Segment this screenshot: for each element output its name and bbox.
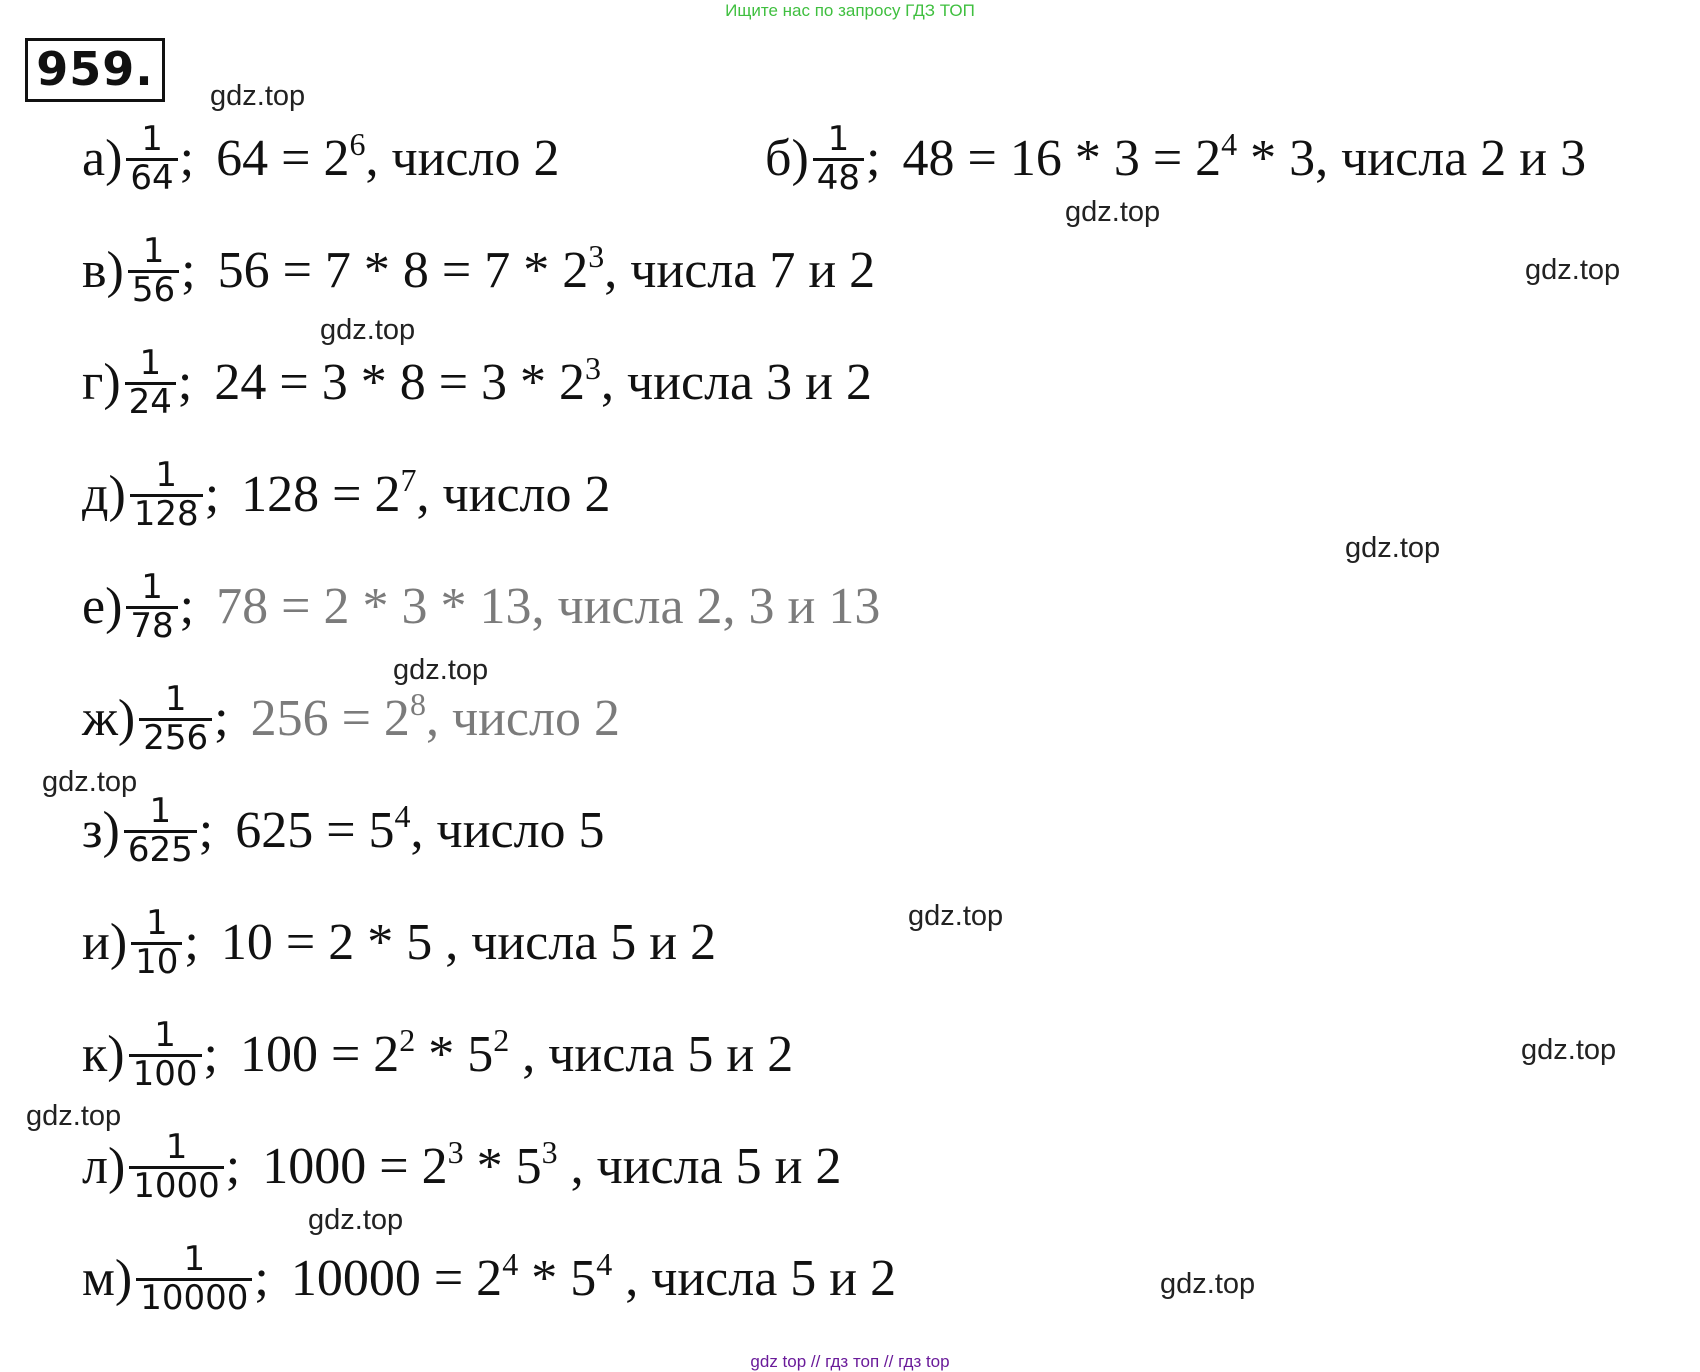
expression: $100 = 2^2 * 5^2$ , числа 5 и 2	[239, 1022, 794, 1084]
item-label: в)	[82, 242, 124, 300]
item-label: з)	[82, 802, 120, 860]
expression: $56 = 7 * 8 = 7 * 2^3$, числа 7 и 2	[217, 238, 876, 300]
watermark: gdz.top	[210, 80, 306, 112]
fraction: $\frac{1}{625}$	[124, 794, 197, 868]
item-label: л)	[82, 1138, 126, 1196]
solution-line-zh: ж) $\frac{1}{256}$ ; $256 = 2^8$, число 2	[82, 679, 620, 758]
item-label: е)	[82, 578, 123, 636]
expression: $64 = 2^6$, число 2	[216, 126, 560, 188]
solution-line-e: е) $\frac{1}{78}$ ; 78 = 2 * 3 * 13, числа 2, 3 и 13	[82, 567, 881, 646]
watermark: gdz.top	[1525, 254, 1621, 286]
expression: $128 = 2^7$, число 2	[241, 462, 611, 524]
watermark: gdz.top	[320, 314, 416, 346]
fraction: $\frac{1}{10000}$	[136, 1242, 252, 1316]
item-label: к)	[82, 1026, 125, 1084]
solution-line-z: з) $\frac{1}{625}$ ; $625 = 5^4$, число 5	[82, 791, 605, 870]
watermark: gdz.top	[1065, 196, 1161, 228]
expression: 78 = 2 * 3 * 13, числа 2, 3 и 13	[216, 578, 881, 636]
fraction: $\frac{1}{24}$	[125, 346, 176, 420]
item-label: м)	[82, 1250, 133, 1308]
solution-line-d: д) $\frac{1}{128}$ ; $128 = 2^7$, число 2	[82, 455, 611, 534]
solution-line-k: к) $\frac{1}{100}$ ; $100 = 2^2 * 5^2$ , числа 5 и 2	[82, 1015, 794, 1094]
item-label: д)	[82, 466, 126, 524]
watermark: gdz.top	[26, 1100, 122, 1132]
watermark: gdz.top	[1345, 532, 1441, 564]
solution-line-a: а) $\frac{1}{64}$ ; $64 = 2^6$, число 2	[82, 119, 560, 198]
item-label: и)	[82, 914, 128, 972]
watermark: gdz.top	[1160, 1268, 1256, 1300]
fraction: $\frac{1}{128}$	[130, 458, 203, 532]
solution-line-l: л) $\frac{1}{1000}$ ; $1000 = 2^3 * 5^3$ , числа 5 и 2	[82, 1127, 842, 1206]
watermark: gdz.top	[908, 900, 1004, 932]
expression: 10 = 2 * 5 , числа 5 и 2	[220, 914, 717, 972]
expression: $48 = 16 * 3 = 2^4 * 3$, числа 2 и 3	[902, 126, 1587, 188]
expression: $1000 = 2^3 * 5^3$ , числа 5 и 2	[262, 1134, 842, 1196]
watermark: gdz.top	[393, 654, 489, 686]
top-banner: Ищите нас по запросу ГДЗ ТОП	[725, 1, 975, 20]
watermark: gdz.top	[1521, 1034, 1617, 1066]
watermark: gdz.top	[308, 1204, 404, 1236]
solution-line-g: г) $\frac{1}{24}$ ; $24 = 3 * 8 = 3 * 2^3$, числа 3 и 2	[82, 343, 872, 422]
fraction: $\frac{1}{48}$	[813, 122, 864, 196]
expression: $256 = 2^8$, число 2	[250, 686, 620, 748]
fraction: $\frac{1}{1000}$	[129, 1130, 224, 1204]
expression: $24 = 3 * 8 = 3 * 2^3$, числа 3 и 2	[214, 350, 872, 412]
item-label: а)	[82, 130, 123, 188]
expression: $10000 = 2^4 * 5^4$ , числа 5 и 2	[290, 1246, 897, 1308]
fraction: $\frac{1}{10}$	[131, 906, 182, 980]
watermark: gdz.top	[42, 766, 138, 798]
item-label: г)	[82, 354, 121, 412]
fraction: $\frac{1}{56}$	[128, 234, 179, 308]
expression: $625 = 5^4$, число 5	[235, 798, 605, 860]
solution-line-b: б) $\frac{1}{48}$ ; $48 = 16 * 3 = 2^4 * 3$, числа 2 и 3	[765, 119, 1587, 198]
fraction: $\frac{1}{78}$	[126, 570, 177, 644]
fraction: $\frac{1}{64}$	[126, 122, 177, 196]
solution-line-v: в) $\frac{1}{56}$ ; $56 = 7 * 8 = 7 * 2^3$, числа 7 и 2	[82, 231, 876, 310]
footer-links[interactable]: gdz top // гдз топ // гдз top	[750, 1352, 950, 1371]
solution-line-i: и) $\frac{1}{10}$ ; 10 = 2 * 5 , числа 5 и 2	[82, 903, 717, 982]
fraction: $\frac{1}{100}$	[129, 1018, 202, 1092]
item-label: ж)	[82, 690, 136, 748]
item-label: б)	[765, 130, 809, 188]
solution-line-m: м) $\frac{1}{10000}$ ; $10000 = 2^4 * 5^4$ , числа 5 и 2	[82, 1239, 897, 1318]
task-number: 959.	[25, 38, 165, 102]
fraction: $\frac{1}{256}$	[139, 682, 212, 756]
